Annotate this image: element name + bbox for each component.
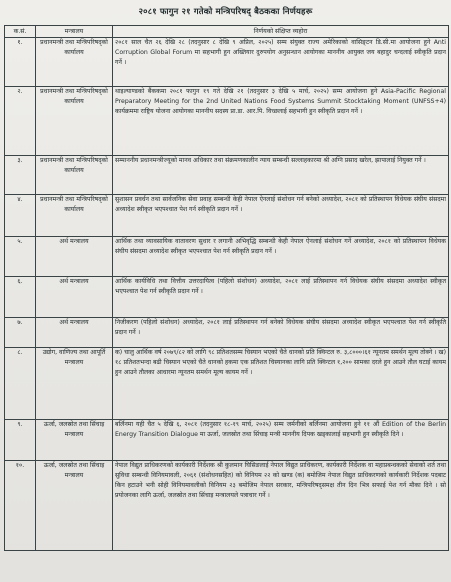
- table-row: [5, 420, 449, 461]
- row-decision: २०८१ साल चैत २६ देखि २८ (तदनुसार ८ देखि ९ अप्रिल, २०२५) सम्म संयुक्त राज्य अमेरिकाको वासिङ्टन डि.सी.मा आयोजना हुने Anti Corruption Global Forum मा सहभागी हुन अख्तियार दुरुपयोग अनुसन्धान आयोगका माननीय आयुक्त जय बहादुर चन्दलाई स्वीकृति प्रदान गर्ने ।: [113, 38, 449, 87]
- row-ministry: उद्योग, वाणिज्य तथा आपूर्ति मन्त्रालय: [36, 348, 113, 420]
- row-ministry: प्रधानमन्त्री तथा मन्त्रिपरिषद्को कार्यालय: [36, 87, 113, 156]
- row-decision: निजीकरण (पहिलो संशोधन) अध्यादेश, २०८१ लाई प्रतिस्थापन गर्न बनेको विधेयक संघीय संसदमा अध्यादेश स्वीकृत भएपश्चात पेश गर्न स्वीकृति प्रदान गर्ने ।: [113, 318, 449, 348]
- row-ministry: अर्थ मन्त्रालय: [36, 318, 113, 348]
- row-decision: आर्थिक कार्यविधि तथा वित्तीय उत्तरदायित्व (पहिलो संशोधन) अध्यादेश, २०८१ लाई प्रतिस्थापन गर्न विधेयक संघीय संसदमा अध्यादेश स्वीकृत भएपश्चात पेश गर्न स्वीकृति प्रदान गर्ने ।: [113, 277, 449, 318]
- row-decision: क) चालु आर्थिक वर्ष २०७९/८२ को लागि ९८ प्रतिशतसम्म चिस्यान भएको चैते धानको प्रति क्विन्टल रु. ३,८०००।६१ न्यूनतम समर्थन मूल्य तोक्ने । ख) १८ प्रतिशतभन्दा बढी चिस्यान भएको चैते धानको हकमा एक प्रतिशत चिस्यानका लागि प्रति क्विन्टल १,२०० सामका दरले हुन आउने तौल घटाई कायम हुन आउने तौलका आधारमा न्यूनतम समर्थन मूल्य कायम गर्ने ।: [113, 348, 449, 420]
- table-row: [5, 156, 449, 195]
- row-serial-number: १०.: [5, 461, 36, 551]
- table-row: [5, 277, 449, 318]
- row-ministry: ऊर्जा, जलस्रोत तथा सिंचाइ मन्त्रालय: [36, 420, 113, 461]
- row-ministry: प्रधानमन्त्री तथा मन्त्रिपरिषद्को कार्यालय: [36, 195, 113, 237]
- row-decision: नेपाल विद्युत प्राधिकरणको कार्यकारी निर्देशक श्री कुलमान घिसिङलाई नेपाल विद्युत प्राधिकरण, कार्यकारी निर्देशक वा महाप्रबन्धकको सेवाको शर्त तथा सुविधा सम्बन्धी विनियमावली, २०६१ (संशोधनसहित) को विनियम २२ को खण्ड (क) बमोजिम नेपाल विद्युत प्राधिकरणको कार्यकारी निर्देशक पदबाट किन हटाउने भनी सोही विनियमावलीको विनियम २३ बमोजिम नेपाल सरकार, मन्त्रिपरिषद्समक्ष तीन दिन भित्र सफाई पेश गर्न मौका दिने । सो प्रयोजनका लागि ऊर्जा, जलस्रोत तथा सिंचाइ मन्त्रालयले पत्राचार गर्ने ।: [113, 461, 449, 551]
- table-row: [5, 87, 449, 156]
- row-ministry: प्रधानमन्त्री तथा मन्त्रिपरिषद्को कार्यालय: [36, 156, 113, 195]
- table-row: [5, 318, 449, 348]
- header-serial-number: क.सं.: [5, 26, 36, 38]
- row-serial-number: १.: [5, 38, 36, 87]
- row-serial-number: ५.: [5, 237, 36, 277]
- decisions-table: [4, 25, 449, 551]
- row-serial-number: ८.: [5, 348, 36, 420]
- row-serial-number: २.: [5, 87, 36, 156]
- table-row: [5, 195, 449, 237]
- row-serial-number: ९.: [5, 420, 36, 461]
- row-ministry: ऊर्जा, जलस्रोत तथा सिंचाइ मन्त्रालय: [36, 461, 113, 551]
- header-decision-summary: निर्णयको संक्षिप्त व्यहोरा: [113, 26, 449, 38]
- row-decision: सुशासन प्रवर्धन तथा सार्वजनिक सेवा प्रवाह सम्बन्धी केही नेपाल ऐनलाई संशोधन गर्न बनेको अध्यादेश, २०८१ को प्रतिस्थापन विधेयक संघीय संसदमा अध्यादेश स्वीकृत भएपश्चात पेश गर्न स्वीकृति प्रदान गर्ने ।: [113, 195, 449, 237]
- row-serial-number: ६.: [5, 277, 36, 318]
- row-ministry: अर्थ मन्त्रालय: [36, 237, 113, 277]
- row-decision: थाइल्याण्डको बैंककमा २०८१ फागुन १९ गते देखि २१ (तदनुसार ३ देखि ५ मार्च, २०२५) सम्म आयोजना हुने Asia-Pacific Regional Preparatory Meeting for the 2nd United Nations Food Systems Summit Stocktaking Moment (UNFSS+4) कार्यक्रममा राष्ट्रिय योजना आयोगका माननीय सदस्य प्रा.डा. आर.पि. विच्छलाई सहभागी हुन स्वीकृति प्रदान गर्ने ।: [113, 87, 449, 156]
- row-decision: सम्माननीय प्रधानमन्त्रीज्यूको मानव अधिकार तथा संक्रमणकालीन न्याय सम्बन्धी सल्लाहकारमा श्री अग्नि प्रसाद खरेल, झापालाई नियुक्त गर्ने ।: [113, 156, 449, 195]
- row-decision: आर्थिक तथा व्यावसायिक वातावरण सुधार र लगानी अभिवृद्धि सम्बन्धी केही नेपाल ऐनलाई संशोधन गर्ने अध्यादेश, २०८१ को प्रतिस्थापन विधेयक संघीय संसदमा अध्यादेश स्वीकृत भएपश्चात पेश गर्न स्वीकृति प्रदान गर्ने ।: [113, 237, 449, 277]
- row-ministry: प्रधानमन्त्री तथा मन्त्रिपरिषद्को कार्यालय: [36, 38, 113, 87]
- table-row: [5, 38, 449, 87]
- row-serial-number: ३.: [5, 156, 36, 195]
- table-row: [5, 237, 449, 277]
- table-header-row: [5, 26, 449, 38]
- row-serial-number: ७.: [5, 318, 36, 348]
- row-decision: बर्लिनमा यही चैत ५ देखि ६, २०८१ (तदनुसार १८-१९ मार्च, २०२५) सम्म जर्मनीको बर्लिनमा आयोजना हुने ११ औं Edition of the Berlin Energy Transition Dialogue मा ऊर्जा, जलस्रोत तथा सिंचाइ मन्त्री माननीय दिपक खड्कालाई सहभागी हुन स्वीकृति दिने ।: [113, 420, 449, 461]
- document-title: २०८१ फागुन २१ गतेको मन्त्रिपरिषद् बैठकका निर्णयहरू: [138, 6, 313, 16]
- header-ministry: मन्त्रालय: [36, 26, 113, 38]
- row-ministry: अर्थ मन्त्रालय: [36, 277, 113, 318]
- table-row: [5, 461, 449, 551]
- row-serial-number: ४.: [5, 195, 36, 237]
- table-row: [5, 348, 449, 420]
